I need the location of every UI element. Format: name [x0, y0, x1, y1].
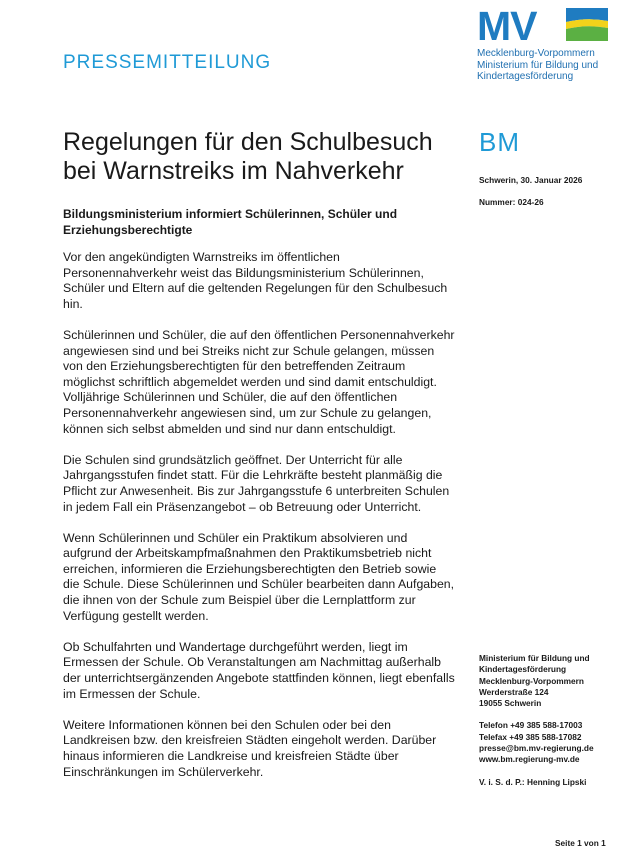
address-line: Ministerium für Bildung und	[479, 653, 590, 663]
release-number: Nummer: 024-26	[479, 197, 544, 207]
paragraph: Die Schulen sind grundsätzlich geöffnet. Der Unterricht für alle Jahrgangsstufen findet statt. Für die Lehrkräfte besteht planmäßig die Pflicht zur Anwesenheit. Bis zur Jahrgangsstufe 6 unterbreiten Schulen in jedem Fall ein Präsenzangebot – ob Betreuung oder Unterricht.	[63, 452, 450, 514]
phone-line: Telefon +49 385 588-17003	[479, 720, 583, 731]
email-link[interactable]: presse@bm.mv-regierung.de	[479, 743, 594, 754]
release-date: Schwerin, 30. Januar 2026	[479, 175, 583, 185]
paragraph: Schülerinnen und Schüler, die auf den öffentlichen Personennahverkehr angewiesen sind und bei Streiks nicht zur Schule gelangen, müssen von den Erziehungsberechtigten für den betreffenden Zeitraum möglichst schriftlich abgemeldet werden und sind damit entschuldigt. Volljährige Schülerinnen und Schüler, die auf den öffentlichen Personennahverkehr angewiesen sind, um zur Schule zu gelangen, können sich selbst abmelden und sind nur dann entschuldigt.	[63, 327, 455, 436]
address-line: 19055 Schwerin	[479, 698, 542, 709]
paragraph: Weitere Informationen können bei den Schulen oder bei den Landkreisen bzw. den kreisfreien Städten eingeholt werden. Darüber hinaus informieren die Landkreise und kreisfreien Städte über Einschränkungen im Schülerverkehr.	[63, 717, 437, 779]
paragraph: Wenn Schülerinnen und Schüler ein Praktikum absolvieren und aufgrund der Arbeitskampfmaßnahmen den Praktikumsbetrieb nicht erreichen, informieren die Erziehungsberechtigten den Betrieb sowie die Schule. Diese Schülerinnen und Schüler bearbeiten dann Aufgaben, die ihnen von der Schule zum Beispiel über die Lernplattform zur Verfügung gestellt werden.	[63, 530, 455, 623]
paragraph: Ob Schulfahrten und Wandertage durchgeführt werden, liegt im Ermessen der Schule. Ob Veranstaltungen am Nachmittag außerhalb der unterrichtsergänzenden Angebote stattfinden können, liegt ebenfalls im Ermessen der Schule.	[63, 639, 455, 701]
address-line: Kindertagesförderung	[479, 664, 567, 675]
logo-line: Kindertagesförderung	[477, 71, 574, 82]
fax-line: Telefax +49 385 588-17082	[479, 731, 582, 742]
body-text	[63, 250, 455, 796]
contact-block	[479, 653, 594, 788]
logo-line: Mecklenburg-Vorpommern	[477, 48, 595, 59]
subtitle: Bildungsministerium informiert Schülerinnen, Schüler und Erziehungsberechtigte	[63, 207, 398, 237]
logo-ministry-text	[477, 48, 598, 83]
logo-mark: MV	[477, 3, 537, 49]
state-flag-icon	[566, 8, 608, 41]
logo-line: Ministerium für Bildung und	[477, 59, 599, 71]
website-link[interactable]: www.bm.regierung-mv.de	[479, 754, 580, 765]
page-number: Seite 1 von 1	[555, 838, 606, 848]
responsible-person: V. i. S. d. P.: Henning Lipski	[479, 776, 587, 787]
address-line: Mecklenburg-Vorpommern	[479, 675, 584, 686]
title-line: bei Warnstreiks im Nahverkehr	[63, 157, 404, 185]
page-title	[63, 128, 453, 186]
bm-label: BM	[479, 127, 520, 157]
title-line: Regelungen für den Schulbesuch	[63, 128, 433, 156]
press-release-label: PRESSEMITTEILUNG	[63, 52, 272, 73]
address-line: Werderstraße 124	[479, 686, 549, 697]
paragraph: Vor den angekündigten Warnstreiks im öffentlichen Personennahverkehr weist das Bildungsministerium Schülerinnen, Schüler und Eltern auf die geltenden Regelungen für den Schulbesuch hin.	[63, 250, 448, 311]
